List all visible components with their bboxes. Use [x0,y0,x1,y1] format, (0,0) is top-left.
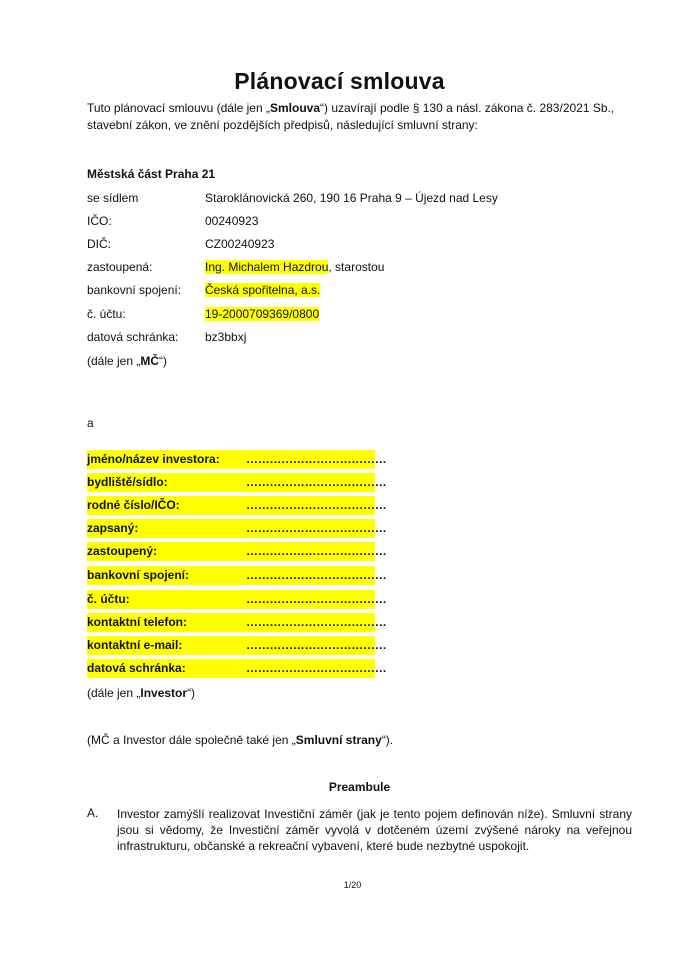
intro-text-end: “) uzavírají podle § 130 a násl. zákona č. 283/2021 Sb., stavební zákon, ve znění pozdějších předpisů, následující smluvní strany: [87,101,615,132]
investor-field-label: č. účtu: [87,592,130,606]
party1-value: Ing. Michalem Hazdrou [205,260,329,274]
investor-field-placeholder: ……………………………… [246,544,387,558]
document-title: Plánovací smlouva [234,68,445,94]
investor-field-represented [87,542,387,561]
party1-value: CZ00240923 [205,237,275,251]
party1-alias [87,352,167,370]
party1-label: se sídlem [87,191,139,205]
alias-post: “) [159,354,168,368]
paragraph-letter: A. [87,806,99,820]
alias-post: “) [187,686,196,700]
alias-pre: (MČ a Investor dále společně také jen „ [87,733,296,747]
alias-pre: (dále jen „ [87,354,141,368]
investor-field-registered [87,519,387,538]
investor-field-placeholder: ……………………………… [246,615,387,629]
party1-value: Staroklánovická 260, 190 16 Praha 9 – Újezd nad Lesy [205,191,498,205]
investor-field-placeholder: ……………………………… [246,521,387,535]
party1-value: 19-2000709369/0800 [205,307,320,321]
investor-field-placeholder: ……………………………… [246,498,387,512]
party1-value: bz3bbxj [205,330,247,344]
party1-label: bankovní spojení: [87,283,182,297]
party1-value-wrapper [205,258,384,276]
alias-term-investor: Investor [140,686,188,700]
party1-label: zastoupená: [87,260,153,274]
investor-field-bank [87,566,387,585]
page-number: 1/20 [343,880,362,890]
investor-field-address [87,473,387,492]
investor-field-label: jméno/název investora: [87,452,220,466]
investor-field-placeholder: ……………………………… [246,638,387,652]
investor-field-id [87,496,387,515]
paragraph-text: Investor zamýšlí realizovat Investiční záměr (jak je tento pojem definován níže). Smluvní strany jsou si vědomy, že Investiční záměr vyvolá v dotčeném území zvýšené nároky na veřejnou infrastrukturu, občanské a rekreační vybavení, které bude nezbytné uspokojit. [117,807,632,853]
party1-value-suffix: , starostou [328,260,385,274]
party1-label: datová schránka: [87,330,179,344]
party1-value: Česká spořitelna, a.s. [205,283,321,297]
intro-term-smlouva: Smlouva [269,101,320,115]
investor-field-placeholder: ……………………………… [246,568,387,582]
investor-field-label: zapsaný: [87,521,139,535]
party1-label: č. účtu: [87,307,126,321]
investor-field-label: bankovní spojení: [87,568,190,582]
investor-field-label: datová schránka: [87,661,186,675]
party1-name: Městská část Praha 21 [87,167,216,181]
intro-text-start: Tuto plánovací smlouvu (dále jen „ [87,101,270,115]
intro-paragraph [87,100,647,134]
investor-field-label: bydliště/sídlo: [87,475,168,489]
investor-field-label: kontaktní telefon: [87,615,188,629]
parties-alias [87,731,393,749]
alias-post: “). [381,733,394,747]
investor-field-placeholder: ……………………………… [246,475,387,489]
alias-term-mc: MČ [140,354,160,368]
investor-field-placeholder: ……………………………… [246,661,387,675]
party1-value-wrapper [205,305,319,323]
party1-label: IČO: [87,214,112,228]
investor-alias [87,684,195,702]
investor-field-phone [87,613,387,632]
alias-pre: (dále jen „ [87,686,141,700]
alias-term-parties: Smluvní strany [295,733,382,747]
investor-field-name [87,450,387,469]
investor-field-label: kontaktní e-mail: [87,638,183,652]
party1-value: 00240923 [205,214,259,228]
investor-field-label: zastoupený: [87,544,158,558]
conjunction-text: a [87,416,94,430]
party1-label: DIČ: [87,237,111,251]
investor-field-email [87,636,387,655]
preamble-heading: Preambule [328,780,391,794]
investor-field-placeholder: ……………………………… [246,592,387,606]
investor-field-label: rodné číslo/IČO: [87,498,180,512]
investor-field-databox [87,659,387,678]
investor-field-placeholder: ……………………………… [246,452,387,466]
investor-field-account [87,590,387,609]
party1-value-wrapper [205,281,320,299]
